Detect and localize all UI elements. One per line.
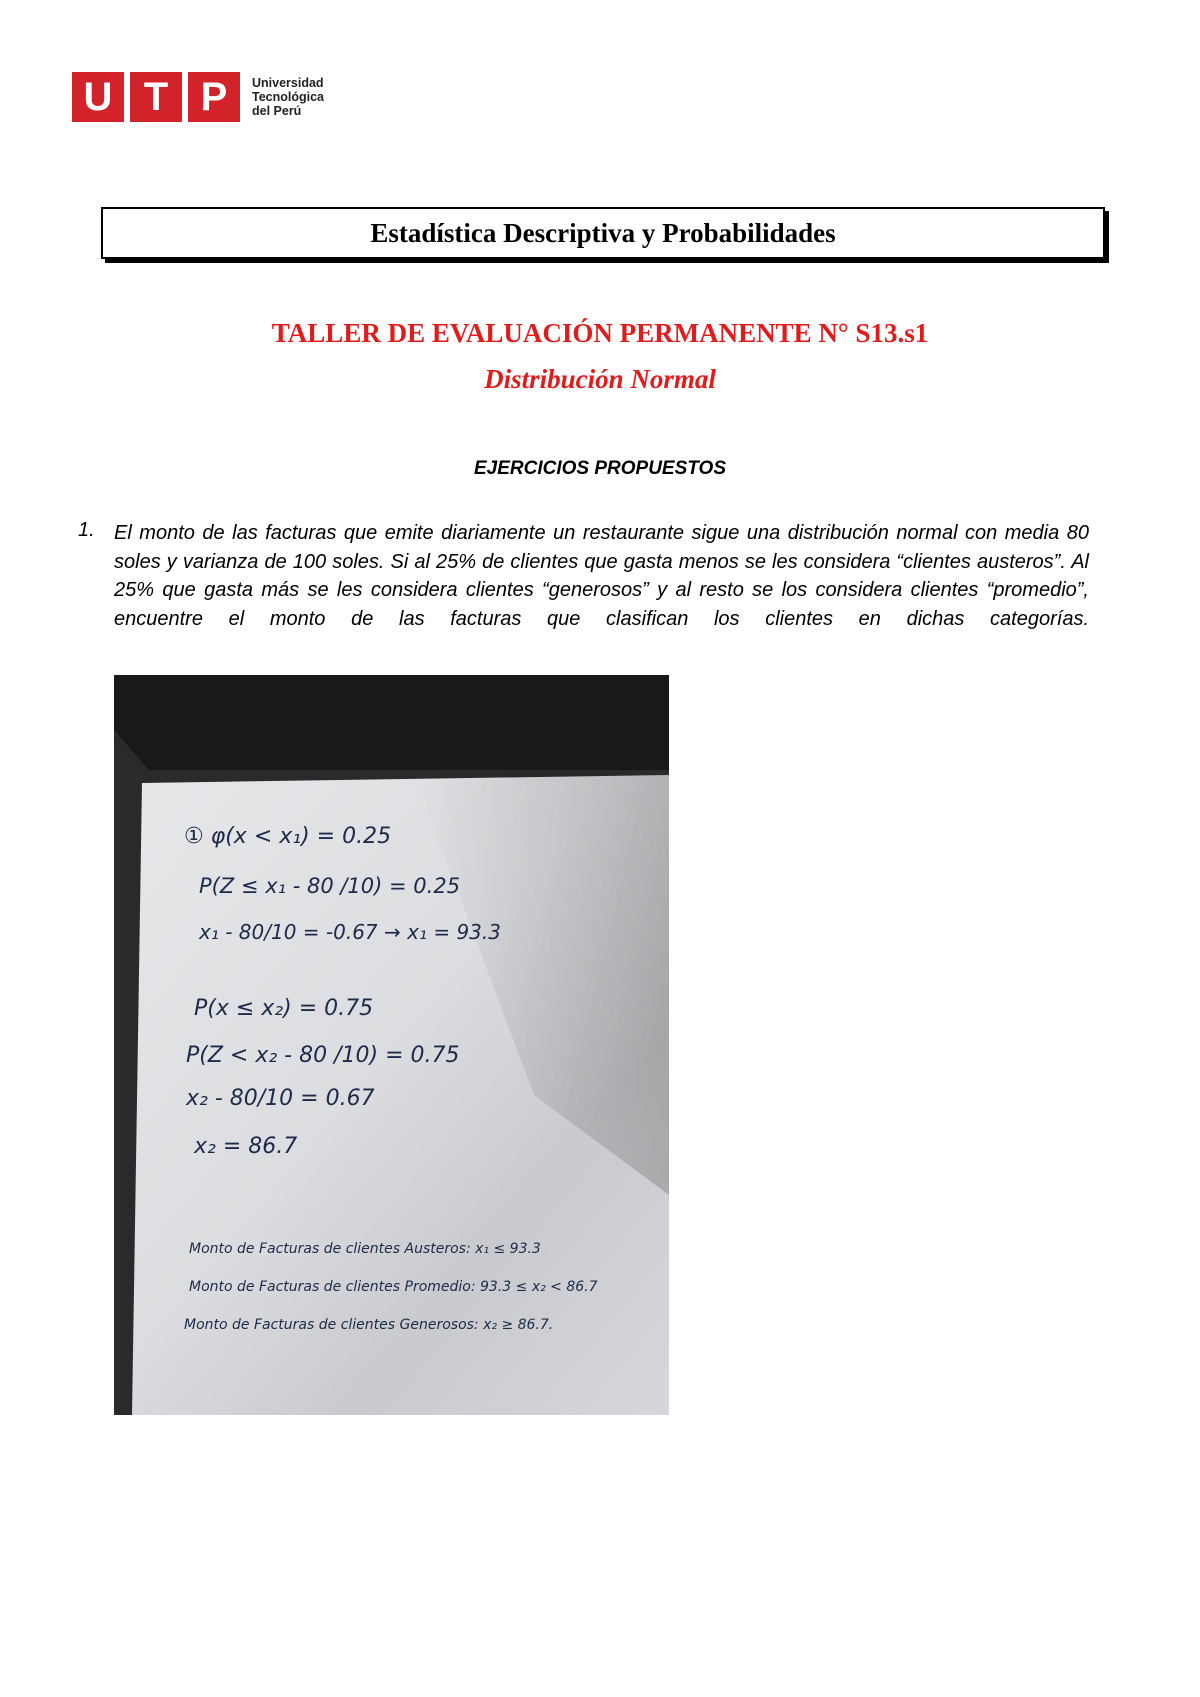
hw-line-10: Monto de Facturas de clientes Generosos: x₂ ≥ 86.7.: [184, 1317, 554, 1333]
hw-line-2: P(Z ≤ x₁ - 80 /10) = 0.25: [199, 874, 461, 898]
logo-letter-t: T: [130, 72, 182, 122]
exercise-text: El monto de las facturas que emite diariamente un restaurante sigue una distribución normal con media 80 soles y varianza de 100 soles. Si al 25% de clientes que gasta menos se les considera “clientes austeros”. Al 25% que gasta más se les considera clientes “generosos” y al resto se los considera clientes “promedio”, encuentre el monto de las facturas que clasifican los clientes en dichas categorías.: [114, 522, 1089, 630]
logo-line-2: Tecnológica: [252, 90, 325, 104]
course-title: Estadística Descriptiva y Probabilidades: [370, 217, 836, 248]
hw-line-4: P(x ≤ x₂) = 0.75: [194, 996, 374, 1021]
logo-line-1: Universidad: [252, 76, 324, 90]
workshop-title: TALLER DE EVALUACIÓN PERMANENTE N° S13.s1: [271, 318, 929, 348]
photo-canvas: [114, 675, 669, 1415]
hw-line-9: Monto de Facturas de clientes Promedio: 93.3 ≤ x₂ < 86.7: [189, 1279, 598, 1295]
hw-line-7: x₂ = 86.7: [194, 1134, 298, 1159]
section-heading: EJERCICIOS PROPUESTOS: [474, 458, 726, 479]
course-title-box: [101, 207, 1105, 259]
logo-line-3: del Perú: [252, 104, 302, 118]
logo-letter-p: P: [188, 72, 240, 122]
hw-line-6: x₂ - 80/10 = 0.67: [186, 1086, 375, 1111]
logo-letter-u: U: [72, 72, 124, 122]
logo-university-name: [252, 76, 324, 118]
hw-line-1: ① φ(x < x₁) = 0.25: [184, 824, 392, 849]
utp-logo: [72, 72, 324, 122]
topic-subtitle: Distribución Normal: [484, 364, 716, 394]
handwritten-solution-photo: [114, 675, 669, 1415]
hw-line-8: Monto de Facturas de clientes Austeros: x₁ ≤ 93.3: [189, 1241, 541, 1257]
hw-line-3: x₁ - 80/10 = -0.67 → x₁ = 93.3: [199, 920, 501, 944]
exercise-number: 1.: [78, 519, 95, 541]
hw-line-5: P(Z < x₂ - 80 /10) = 0.75: [186, 1043, 460, 1068]
